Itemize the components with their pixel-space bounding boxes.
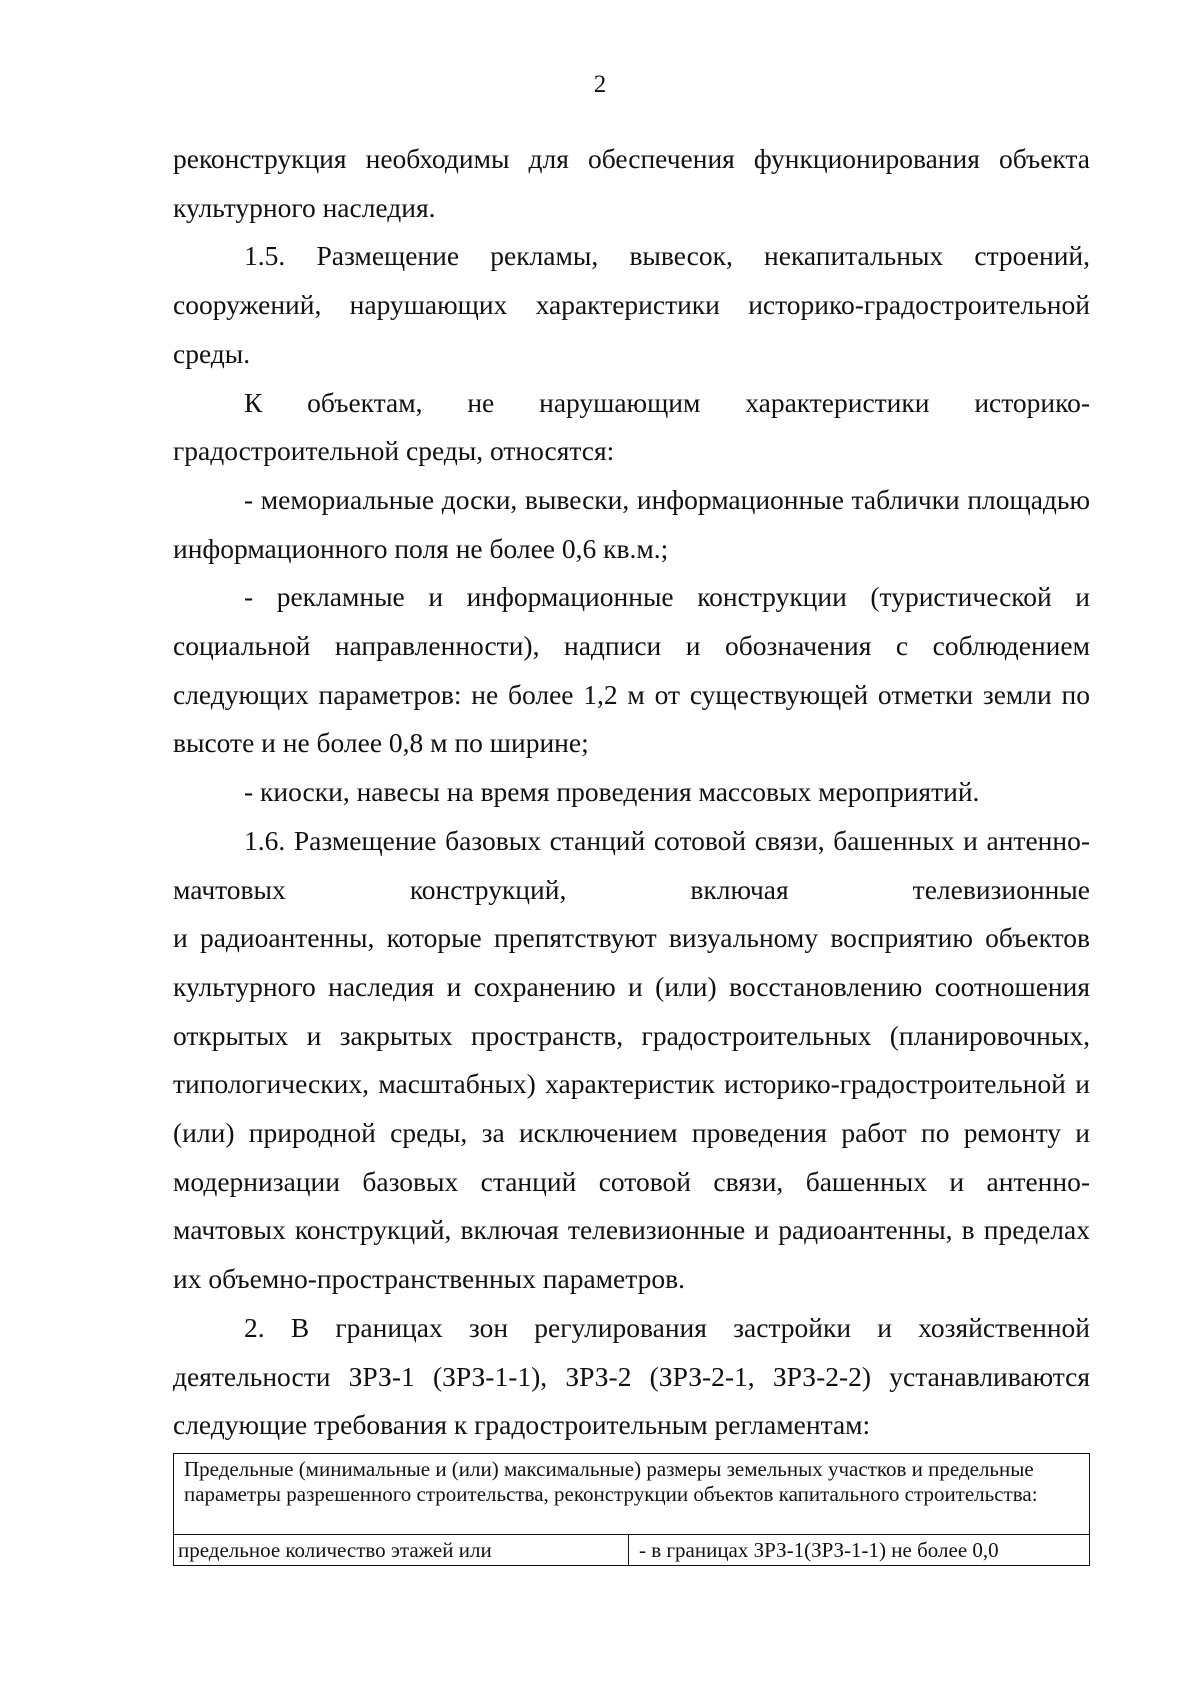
table-header-row <box>174 1454 1090 1535</box>
document-body <box>173 135 1090 1450</box>
page-number: 2 <box>593 71 607 98</box>
regulations-table <box>173 1453 1090 1566</box>
table-cell: - в границах ЗРЗ-1(ЗРЗ-1-1) не более 0,0 <box>629 1535 1090 1566</box>
list-item: - киоски, навесы на время проведения массовых мероприятий. <box>244 776 980 808</box>
paragraph: реконструкция необходимы для обеспечения функционирования объекта культурного наследия. <box>173 143 1090 223</box>
paragraph: и радиоантенны, которые препятствуют визуальному восприятию объектов культурного наследия и сохранению и (или) восстановлению соотношения открытых и закрытых пространств, градостроительных (планировочных, типологических, масштабных) характеристик историко-градостроительной и (или) природной среды, за исключением проведения работ по ремонту и модернизации базовых станций сотовой связи, башенных и антенно-мачтовых конструкций, включая телевизионные и радиоантенны, в пределах их объемно-пространственных параметров. <box>173 922 1090 1295</box>
paragraph: К объектам, не нарушающим характеристики историко-градостроительной среды, относятся: <box>173 386 1090 467</box>
paragraph: 1.5. Размещение рекламы, вывесок, некапитальных строений, сооружений, нарушающих характеристики историко-градостроительной среды. <box>173 240 1090 369</box>
paragraph: 2. В границах зон регулирования застройки и хозяйственной деятельности ЗРЗ-1 (ЗРЗ-1-1), ЗРЗ-2 (ЗРЗ-2-1, ЗРЗ-2-2) устанавливаются следующие требования к градостроительным регламентам: <box>173 1311 1090 1441</box>
paragraph: 1.6. Размещение базовых станций сотовой связи, башенных и антенно-мачтовых конструкций, включая телевизионные <box>173 824 1090 905</box>
table-row <box>174 1535 1090 1566</box>
list-item: - мемориальные доски, вывески, информационные таблички площадью информационного поля не более 0,6 кв.м.; <box>173 483 1090 564</box>
table-header-cell: Предельные (минимальные и (или) максимальные) размеры земельных участков и предельные параметры разрешенного строительства, реконструкции объектов капитального строительства: <box>174 1454 1090 1535</box>
table-cell: предельное количество этажей или <box>174 1535 629 1566</box>
list-item: - рекламные и информационные конструкции (туристической и социальной направленности), надписи и обозначения с соблюдением следующих параметров: не более 1,2 м от существующей отметки земли по высоте и не более 0,8 м по ширине; <box>173 581 1090 759</box>
